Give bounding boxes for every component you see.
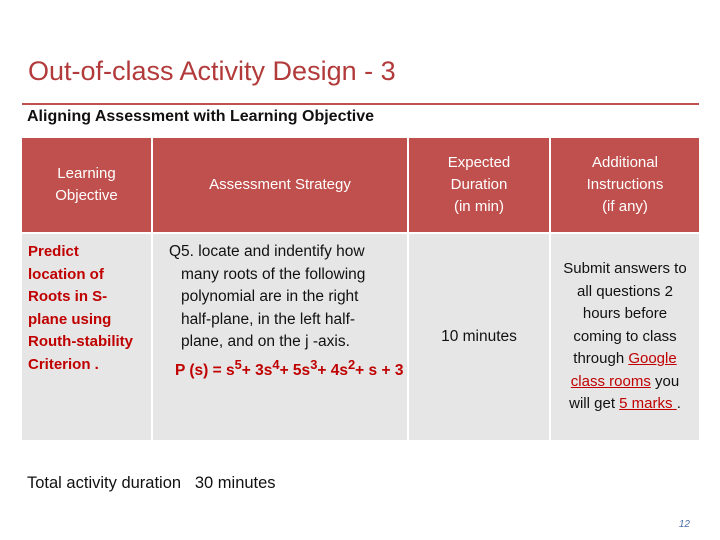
strategy-question-line: plane, and on the j -axis. [181, 333, 350, 350]
slide-subtitle: Aligning Assessment with Learning Objective [27, 108, 375, 125]
title-divider [22, 103, 699, 105]
cell-assessment-strategy [153, 234, 407, 440]
cell-additional-instructions [551, 234, 699, 440]
strategy-question-line: half-plane, in the left half- [181, 310, 356, 328]
header-additional-instructions: Additional Instructions (if any) [551, 138, 699, 232]
header-assessment-strategy: Assessment Strategy [153, 138, 407, 232]
cell-expected-duration [409, 234, 549, 440]
marks-highlight: 5 marks [619, 395, 677, 413]
google-classroom-link[interactable]: Google class rooms [570, 350, 677, 390]
strategy-question-line: many roots of the following [181, 265, 366, 283]
slide-title: Out-of-class Activity Design - 3 [28, 56, 396, 86]
strategy-question-line: polynomial are in the right [181, 288, 359, 305]
cell-learning-objective: Predict location of Roots in S- plane using Routh-stability Criterion . [22, 234, 151, 440]
strategy-question-line: Q5. locate and indentify how [169, 243, 365, 260]
header-expected-duration: Expected Duration (in min) [409, 138, 549, 232]
total-activity-duration: Total activity duration 30 minutes [27, 474, 276, 492]
duration-value: 10 minutes [441, 328, 517, 345]
page-number: 12 [678, 519, 690, 530]
instructions-text: Submit answers to all questions 2 hours before coming to class through Google class rooms you will get 5 marks . [563, 259, 687, 413]
polynomial-equation: P $(s) = s^5+ 3s^4+ 5s^3+ 4s^2+ s + 3$ [175, 356, 404, 379]
header-learning-objective: Learning Objective [22, 138, 151, 232]
